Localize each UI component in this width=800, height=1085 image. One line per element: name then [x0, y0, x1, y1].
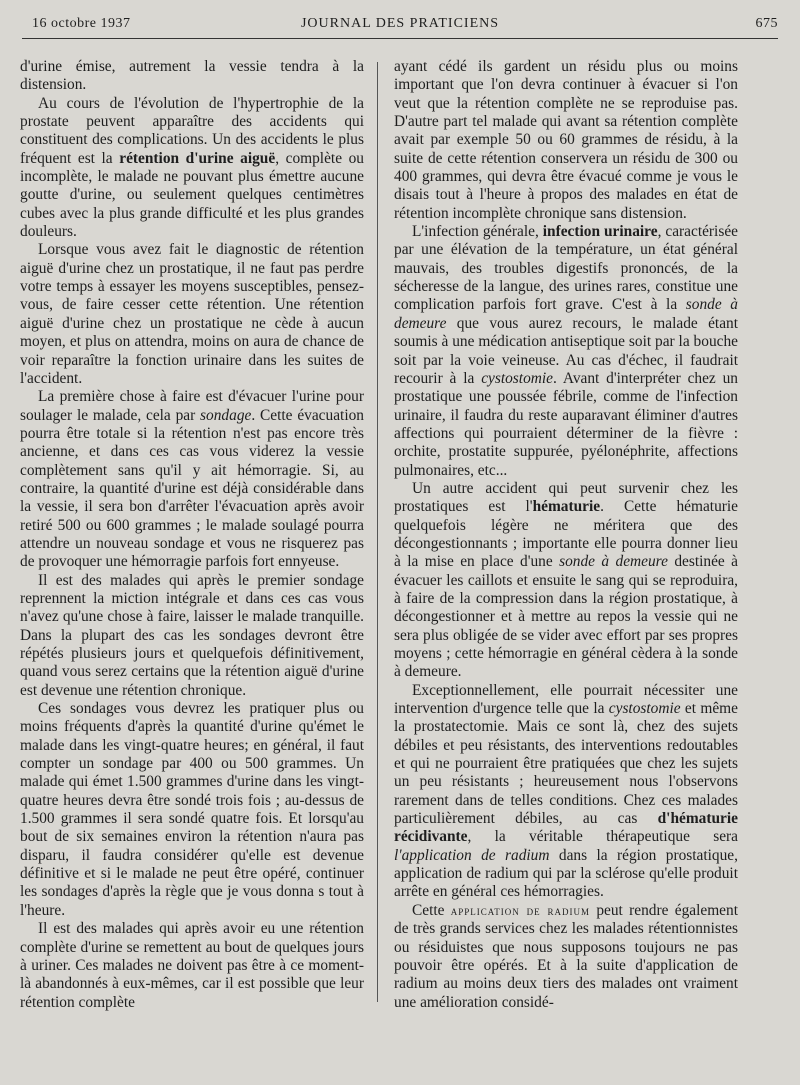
paragraph	[20, 241, 364, 388]
text-run: Exceptionnellement, elle pourrait nécessiter une intervention d'urgence telle que la	[394, 681, 738, 718]
text-run: peut rendre également de très grands services chez les malades rétentionnistes ou résiduistes que nous supposons toujours ne pas pouvoir être opérés. Et à la suite d'application de radium au moins deux tiers des malades ont vraiment une amélioration considé-	[394, 901, 738, 1011]
paragraph	[20, 920, 364, 1012]
paragraph	[394, 58, 738, 223]
text-run: rétention d'urine aiguë	[119, 149, 276, 167]
paragraph	[394, 223, 738, 480]
text-run: d'urine émise, autrement la vessie tendra à la distension.	[20, 58, 364, 94]
text-run: . Cette hématurie quelquefois légère ne méritera que des décongestionnants ; importante elle pourra donner lieu à la mise en place d'une	[394, 498, 738, 571]
text-run: Il est des malades qui après le premier sondage reprennent la miction intégrale et dans ces cas vous n'avez qu'une chose à faire, laisser le malade tranquille. Dans la plupart des cas les sondages devront être répétés plusieurs jours et quelquefois définitivement, quand vous serez certains que la rétention aiguë d'urine est devenue une rétention chronique.	[20, 571, 364, 699]
text-run: La première chose à faire est d'évacuer l'urine pour soulager le malade, cela par	[20, 388, 364, 424]
paragraph	[394, 682, 738, 902]
text-run: et même la prostatectomie. Mais ce sont là, chez des sujets débiles et peu résistants, des interventions redoutables et qui ne pourraient être pratiquées que chez les sujets un peu résistants ; heureusement nous l'observons rarement dans de telles conditions. Chez ces malades particulièrement débiles, au cas	[394, 700, 738, 828]
paragraph	[20, 58, 364, 95]
text-run: ayant cédé ils gardent un résidu plus ou moins important que l'on devra continuer à évacuer si l'on veut que la rétention complète ne se reproduise pas. D'autre part tel malade qui avant sa rétention complète avait par exemple 50 ou 60 grammes de résidu, à la suite de cette rétention conservera un résidu de 300 ou 400 grammes, qui devra être évacué comme je vous le disais tout à l'heure à propos des malades en état de rétention incomplète chronique sans distension.	[394, 58, 738, 222]
text-run: cystostomie	[481, 369, 553, 387]
text-run: que vous aurez recours, le malade étant soumis à une médication antiseptique soit par la bouche soit par la voie veineuse. Au cas d'échec, il faudrait recourir à la	[394, 314, 738, 387]
paragraph	[20, 95, 364, 242]
text-run: , caractérisée par une élévation de la température, un état général mauvais, des troubles digestifs prononcés, de la sécheresse de la langue, des urines rares, constitue une complication parfois fort grave. C'est à la	[394, 223, 738, 314]
text-run: . Cette évacuation pourra être totale si la rétention n'est pas encore très ancienne, et dans ces cas vous viderez la vessie complètement sans qu'il y ait hémorragie. Si, au contraire, la quantité d'urine est déjà considérable dans la vessie, il sera bon d'arrêter l'évacuation après avoir retiré 500 ou 600 grammes ; le malade soulagé pourra attendre un nouveau sondage et vous ne risquerez pas de provoquer une hémorragie parfois fort ennyeuse.	[20, 406, 364, 571]
text-run: Un autre accident qui peut survenir chez les prostatiques est l'	[394, 479, 738, 516]
text-run: sonde à demeure	[394, 296, 739, 332]
text-run: . Avant d'interpréter chez un prostatique une poussée fébrile, comme de l'infection urinaire, il faudra du reste auparavant éliminer d'autres affections qui pourraient déterminer de la fièvre : orchite, prostatite suppurée, pyélonéphrite, affections pulmonaires, etc...	[394, 369, 738, 479]
text-run: dans la région prostatique, application de radium qui par la sclérose qu'elle produit arrête en général ces hémorragies.	[394, 846, 738, 901]
text-run: d'hématurie récidivante	[394, 810, 738, 846]
page-number: 675	[755, 16, 778, 31]
paragraph	[20, 572, 364, 700]
page-header	[22, 16, 778, 38]
text-run: application de radium	[450, 902, 590, 918]
text-run: Lorsque vous avez fait le diagnostic de rétention aiguë d'urine chez un prostatique, il ne faut pas perdre votre temps à essayer les moyens susceptibles, pensez-vous, de faire cesser cette rétention. Une rétention aiguë d'urine chez un prostatique ne cède à aucun moyen, et plus on attendra, moins on aura de chance de voir reparaître la fonction urinaire dans les suites de l'accident.	[20, 241, 364, 387]
text-run: l'application de radium	[394, 846, 550, 864]
right-column	[394, 58, 738, 1012]
header-rule	[22, 38, 778, 39]
paragraph	[394, 480, 738, 682]
text-run: L'infection générale,	[412, 223, 543, 241]
text-run: destinée à évacuer les caillots et ensuite le sang qui se reproduira, à faire de la compression dans la région prostatique, à décongestionner et à mettre au repos la vessie qui ne sera plus obligée de se vider avec effort par ses propres moyens ; cette hémorragie en général cèdera à la sonde à demeure.	[394, 553, 738, 681]
text-run: Au cours de l'évolution de l'hypertrophie de la prostate peuvent apparaître des accidents qui constituent des complications. Un des accidents le plus fréquent est la	[20, 94, 364, 167]
paragraph	[394, 902, 738, 1012]
text-run: sonde à demeure	[559, 553, 668, 571]
text-run: sondage	[200, 406, 252, 424]
text-run: , complète ou incomplète, le malade ne pouvant plus émettre aucune goutte d'urine, ou seulement quelques centimètres cubes avec la plus grande difficulté et les plus grandes douleurs.	[20, 149, 364, 241]
text-run: Il est des malades qui après avoir eu une rétention complète d'urine se remettent au bout de quelques jours à uriner. Ces malades ne doivent pas être à ce moment-là abandonnés à eux-mêmes, car il est possible que leur rétention complète	[20, 920, 364, 1011]
header-date: 16 octobre 1937	[32, 16, 131, 31]
journal-title: JOURNAL DES PRATICIENS	[300, 16, 500, 31]
text-run: Cette	[412, 901, 451, 919]
text-run: , la véritable thérapeutique sera	[467, 828, 738, 846]
text-run: cystostomie	[608, 700, 681, 718]
paragraph	[20, 700, 364, 920]
text-run: hématurie	[532, 498, 601, 516]
text-run: Ces sondages vous devrez les pratiquer plus ou moins fréquents d'après la quantité d'urine qu'émet le malade dans les vingt-quatre heures; en général, il faut compter un sondage par 400 ou 500 grammes. Un malade qui émet 1.500 grammes d'urine dans les vingt-quatre heures devra être sondé trois fois ; au-dessus de 1.500 grammes il sera sondé quatre fois. Et lorsqu'au bout de six semaines environ la rétention n'aura pas disparu, il faudra considérer qu'elle est devenue définitive et si le malade ne peut être opéré, continuer les sondages d'après la règle que je vous donna s tout à l'heure.	[20, 700, 364, 919]
paragraph	[20, 388, 364, 571]
column-divider	[377, 62, 378, 1002]
text-run: infection urinaire	[542, 223, 658, 241]
left-column	[20, 58, 364, 1012]
